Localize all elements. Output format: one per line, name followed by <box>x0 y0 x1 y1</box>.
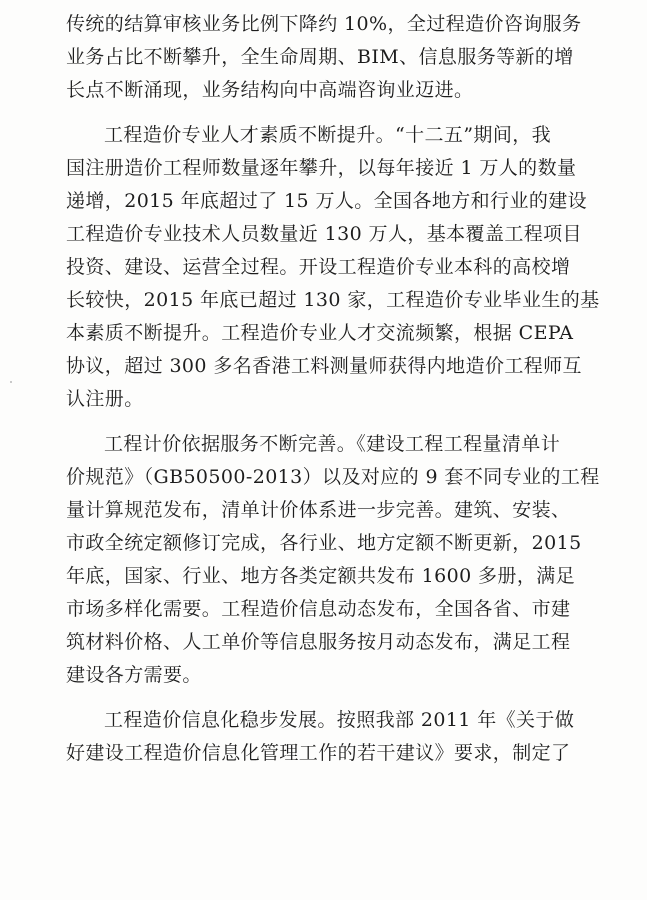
text-line: 递增，2015 年底超过了 15 万人。全国各地方和行业的建设 <box>66 190 588 212</box>
text-line: 筑材料价格、人工单价等信息服务按月动态发布，满足工程 <box>66 631 571 653</box>
text-line: 市政全统定额修订完成，各行业、地方定额不断更新，2015 <box>66 532 582 554</box>
text-line: 年底，国家、行业、地方各类定额共发布 1600 多册，满足 <box>66 565 576 587</box>
body-text <box>66 8 622 770</box>
paragraph-business-structure <box>66 8 622 107</box>
text-line: 传统的结算审核业务比例下降约 10%，全过程造价咨询服务 <box>66 13 582 35</box>
text-line: 国注册造价工程师数量逐年攀升，以每年接近 1 万人的数量 <box>66 157 577 179</box>
text-line: 建设各方需要。 <box>66 664 202 686</box>
paragraph-pricing-basis <box>66 428 622 692</box>
text-line: 工程造价信息化稳步发展。按照我部 2011 年《关于做 <box>104 709 575 731</box>
text-line: 量计算规范发布，清单计价体系进一步完善。建筑、安装、 <box>66 499 571 521</box>
paragraph-talent-quality <box>66 119 622 416</box>
text-line: 工程造价专业技术人员数量近 130 万人，基本覆盖工程项目 <box>66 223 582 245</box>
text-line: 业务占比不断攀升，全生命周期、BIM、信息服务等新的增 <box>66 46 574 68</box>
text-line: 好建设工程造价信息化管理工作的若干建议》要求，制定了 <box>66 742 571 764</box>
text-line: 协议，超过 300 多名香港工料测量师获得内地造价工程师互 <box>66 355 582 377</box>
text-line: 认注册。 <box>66 388 144 410</box>
text-line: 长较快，2015 年底已超过 130 家，工程造价专业毕业生的基 <box>66 289 600 311</box>
text-line: 投资、建设、运营全过程。开设工程造价专业本科的高校增 <box>66 256 571 278</box>
text-line: 价规范》（GB50500-2013）以及对应的 9 套不同专业的工程 <box>66 466 600 488</box>
text-line: 长点不断涌现，业务结构向中高端咨询业迈进。 <box>66 79 474 101</box>
text-line: 工程造价专业人才素质不断提升。“十二五”期间，我 <box>104 124 552 146</box>
text-line: 工程计价依据服务不断完善。《建设工程工程量清单计 <box>104 433 561 455</box>
text-line: 市场多样化需要。工程造价信息动态发布，全国各省、市建 <box>66 598 571 620</box>
text-line: 本素质不断提升。工程造价专业人才交流频繁，根据 CEPA <box>66 322 574 344</box>
scan-speck <box>10 381 12 383</box>
paragraph-informatization <box>66 704 622 770</box>
